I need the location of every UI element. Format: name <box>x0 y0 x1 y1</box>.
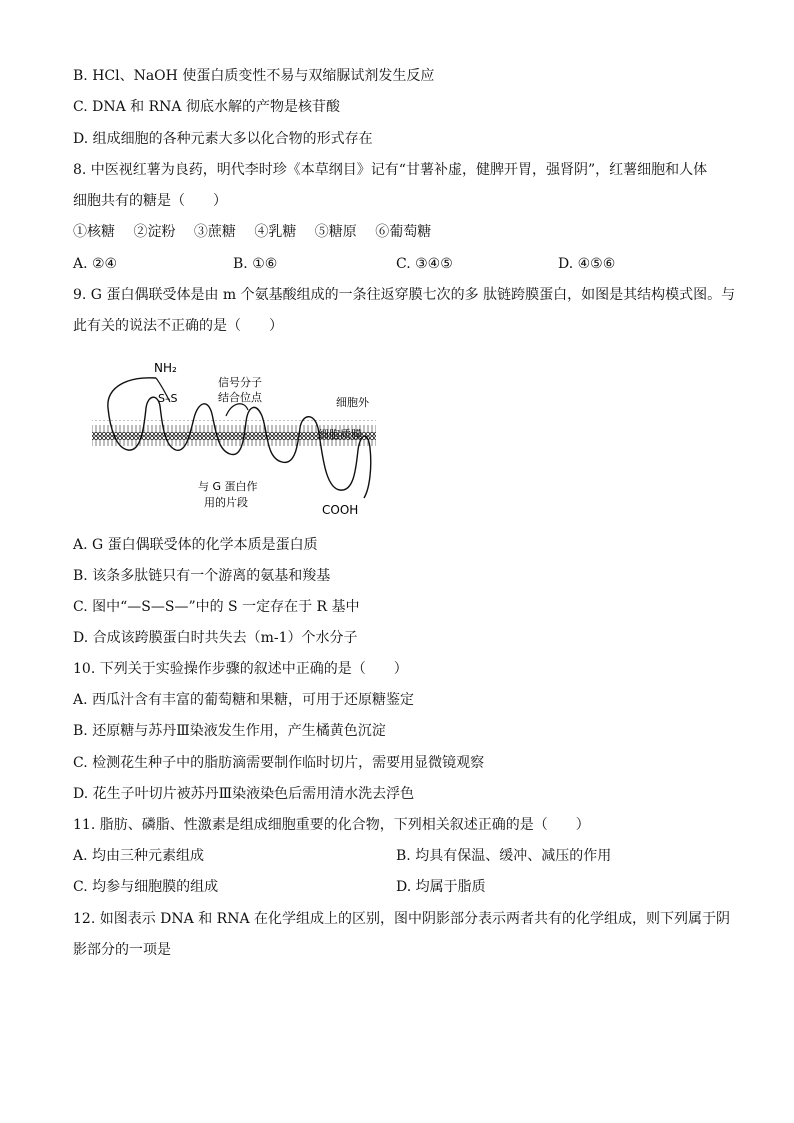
gpcr-figure <box>86 358 386 520</box>
q11-option-d: D. 均属于脂质 <box>396 879 486 895</box>
q11-option-b: B. 均具有保温、缓冲、减压的作用 <box>396 848 612 864</box>
q10-option-c: C. 检测花生种子中的脂肪滴需要制作临时切片，需要用显微镜观察 <box>73 755 485 771</box>
q8-option-c: C. ③④⑤ <box>396 256 453 272</box>
q9-option-d: D. 合成该跨膜蛋白时共失去（m-1）个水分子 <box>73 630 358 646</box>
signal-site-label-2: 结合位点 <box>218 391 262 404</box>
q7-option-d: D. 组成细胞的各种元素大多以化合物的形式存在 <box>73 131 373 147</box>
q10-option-b: B. 还原糖与苏丹Ⅲ染液发生作用，产生橘黄色沉淀 <box>73 723 386 739</box>
q8-items: ①核糖 ②淀粉 ③蔗糖 ④乳糖 ⑤糖原 ⑥葡萄糖 <box>73 224 432 240</box>
q11-option-a: A. 均由三种元素组成 <box>73 848 205 864</box>
q9-stem-line1: 9. G 蛋白偶联受体是由 m 个氨基酸组成的一条往返穿膜七次的多 肽链跨膜蛋白，如图是其结构模式图。与 <box>73 287 736 303</box>
q10-option-a: A. 西瓜汁含有丰富的葡萄糖和果糖，可用于还原糖鉴定 <box>73 692 415 708</box>
q12-stem-line2: 影部分的一项是 <box>73 942 171 958</box>
disulfide-label: S–S <box>158 392 178 405</box>
q8-option-d: D. ④⑤⑥ <box>558 256 616 272</box>
q8-option-b: B. ①⑥ <box>233 256 278 272</box>
q10-stem: 10. 下列关于实验操作步骤的叙述中正确的是（ ） <box>73 661 408 677</box>
q11-option-c: C. 均参与细胞膜的组成 <box>73 879 219 895</box>
q10-option-d: D. 花生子叶切片被苏丹Ⅲ染液染色后需用清水洗去浮色 <box>73 786 415 802</box>
signal-site-label-1: 信号分子 <box>218 376 262 389</box>
q9-option-a: A. G 蛋白偶联受体的化学本质是蛋白质 <box>73 537 318 553</box>
q7-option-c: C. DNA 和 RNA 彻底水解的产物是核苷酸 <box>73 99 340 115</box>
membrane-label: 细胞质膜 <box>318 428 362 441</box>
q7-option-b: B. HCl、NaOH 使蛋白质变性不易与双缩脲试剂发生反应 <box>73 68 435 84</box>
q9-stem-line2: 此有关的说法不正确的是（ ） <box>73 318 283 334</box>
q8-stem-line1: 8. 中医视红薯为良药，明代李时珍《本草纲目》记有“甘薯补虚，健脾开胃，强肾阴”，红薯细胞和人体 <box>73 162 708 178</box>
q9-option-b: B. 该条多肽链只有一个游离的氨基和羧基 <box>73 568 331 584</box>
q8-stem-line2: 细胞共有的糖是（ ） <box>73 193 227 209</box>
nh2-label: NH₂ <box>154 361 177 375</box>
q12-stem-line1: 12. 如图表示 DNA 和 RNA 在化学组成上的区别，图中阴影部分表示两者共有的化学组成，则下列属于阴 <box>73 911 730 927</box>
gprotein-label-1: 与 G 蛋白作 <box>198 480 258 493</box>
q11-stem: 11. 脂肪、磷脂、性激素是组成细胞重要的化合物，下列相关叙述正确的是（ ） <box>73 817 590 833</box>
q9-option-c: C. 图中“—S—S—”中的 S 一定存在于 R 基中 <box>73 599 360 615</box>
outside-label: 细胞外 <box>336 396 369 409</box>
cooh-label: COOH <box>322 503 359 517</box>
gprotein-label-2: 用的片段 <box>204 496 248 509</box>
signal-site-loop <box>226 404 248 416</box>
q8-option-a: A. ②④ <box>73 256 118 272</box>
